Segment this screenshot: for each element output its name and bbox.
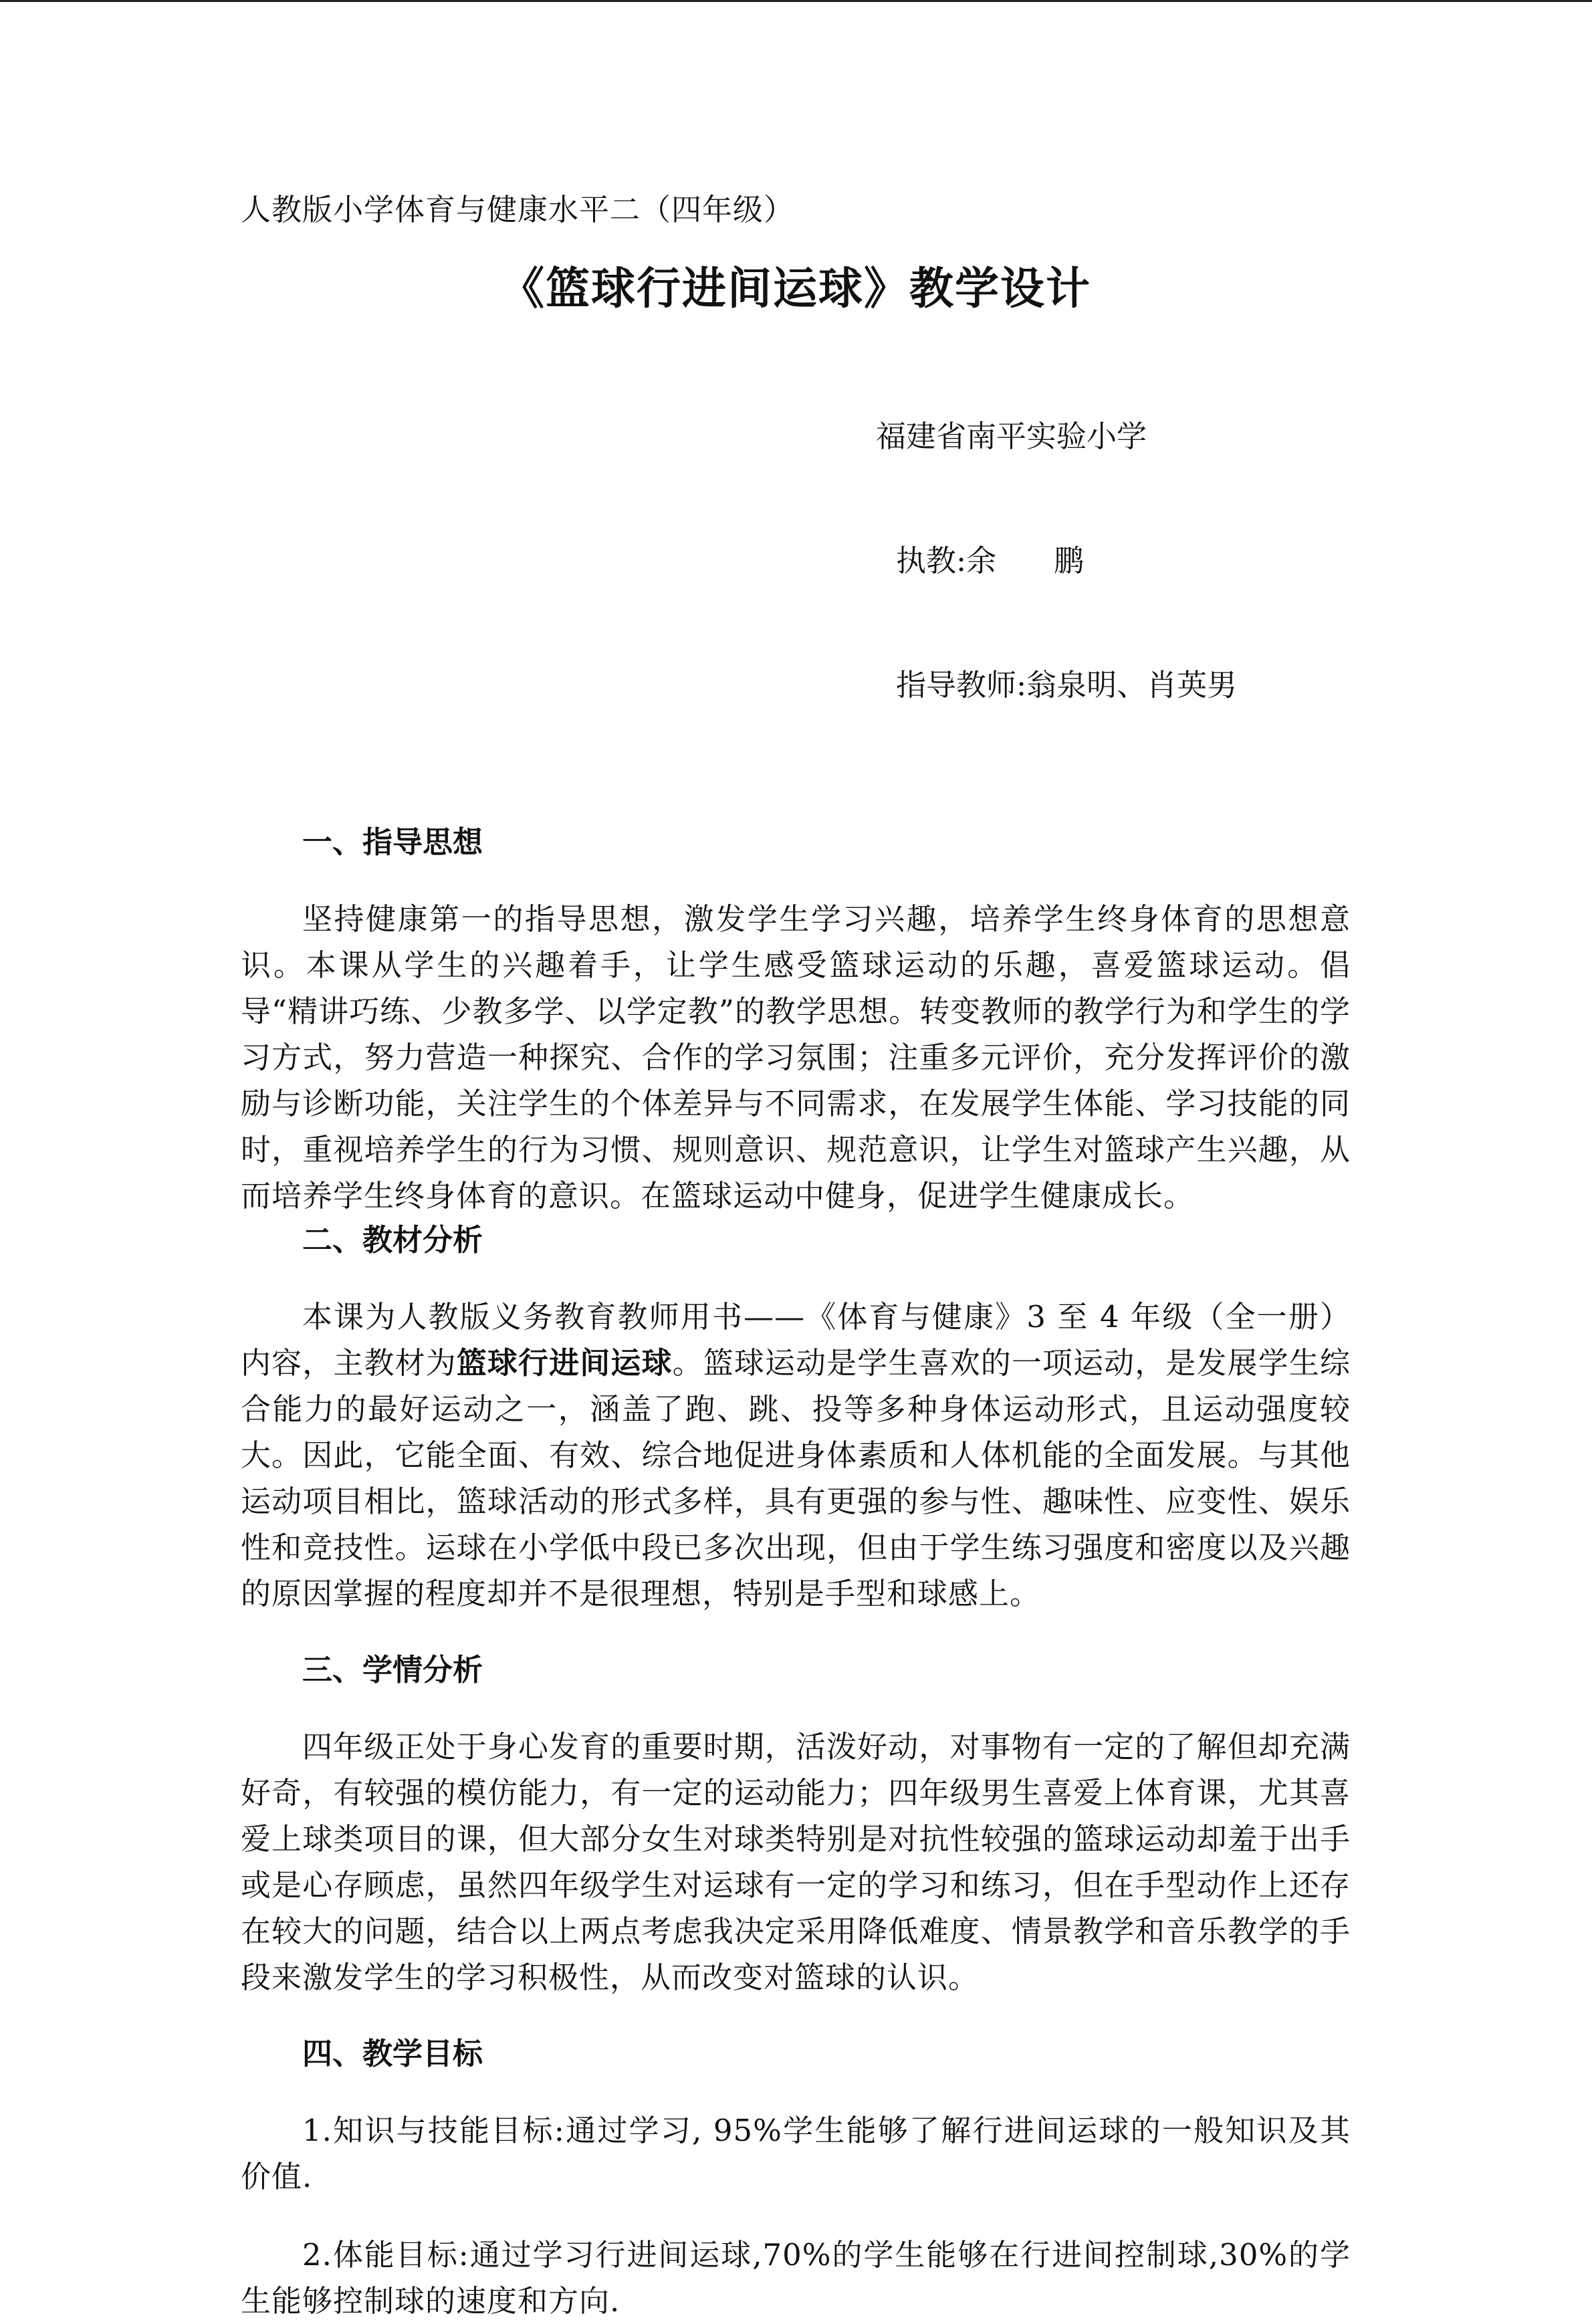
emphasized-text: 篮球行进间运球 <box>456 1345 673 1381</box>
body-text: 本课为人教版义务教育教师用书——《体育与健康》3 至 4 年级（全一册）内容，主教材为 <box>241 1299 1351 1381</box>
author-info <box>241 333 1351 789</box>
section-guiding-ideology <box>241 821 1351 1219</box>
section-learner-analysis <box>241 1649 1351 2000</box>
section-heading: 三、学情分析 <box>302 1652 483 1688</box>
document-title: 《篮球行进间运球》教学设计 <box>500 262 1091 314</box>
series-label: 人教版小学体育与健康水平二（四年级） <box>241 192 795 227</box>
school-name: 福建省南平实验小学 <box>876 419 1147 454</box>
document-page <box>241 189 1351 2324</box>
section-material-analysis <box>241 1219 1351 1617</box>
section-heading: 一、指导思想 <box>302 824 483 860</box>
section-body: 四年级正处于身心发育的重要时期，活泼好动，对事物有一定的了解但却充满好奇，有较强的模仿能力，有一定的运动能力；四年级男生喜爱上体育课，尤其喜爱上球类项目的课，但大部分女生对球类特别是对抗性较强的篮球运动却羞于出手或是心存顾虑，虽然四年级学生对运球有一定的学习和练习，但在手型动作上还存在较大的问题，结合以上两点考虑我决定采用降低难度、情景教学和音乐教学的手段来激发学生的学习积极性，从而改变对篮球的认识。 <box>241 1729 1351 1995</box>
body-text: 。篮球运动是学生喜欢的一项运动，是发展学生综合能力的最好运动之一，涵盖了跑、跳、投等多种身体运动形式，且运动强度较大。因此，它能全面、有效、综合地促进身体素质和人体机能的全面发展。与其他运动项目相比，篮球活动的形式多样，具有更强的参与性、趣味性、应变性、娱乐性和竞技性。运球在小学低中段已多次出现，但由于学生练习强度和密度以及兴趣的原因掌握的程度却并不是很理想，特别是手型和球感上。 <box>241 1345 1351 1611</box>
teacher-name: 执教:余 鹏 <box>896 543 1084 578</box>
section-body <box>241 1294 1351 1617</box>
section-heading: 二、教材分析 <box>302 1222 483 1258</box>
section-heading: 四、教学目标 <box>302 2036 483 2071</box>
section-body: 坚持健康第一的指导思想，激发学生学习兴趣，培养学生终身体育的思想意识。本课从学生的兴趣着手，让学生感受篮球运动的乐趣，喜爱篮球运动。倡导“精讲巧练、少教多学、以学定教”的教学思想。转变教师的教学行为和学生的学习方式，努力营造一种探究、合作的学习氛围；注重多元评价，充分发挥评价的激励与诊断功能，关注学生的个体差异与不同需求，在发展学生体能、学习技能的同时，重视培养学生的行为习惯、规则意识、规范意识，让学生对篮球产生兴趣，从而培养学生终身体育的意识。在篮球运动中健身，促进学生健康成长。 <box>241 901 1351 1213</box>
goal-item: 1.知识与技能目标:通过学习, 95%学生能够了解行进间运球的一般知识及其价值. <box>241 2113 1351 2194</box>
section-teaching-goals <box>241 2032 1351 2324</box>
goal-item: 2.体能目标:通过学习行进间运球,70%的学生能够在行进间控制球,30%的学生能够控制球的速度和方向. <box>241 2237 1351 2319</box>
page-top-border <box>0 0 1592 2</box>
advisor-names: 指导教师:翁泉明、肖英男 <box>896 667 1238 703</box>
